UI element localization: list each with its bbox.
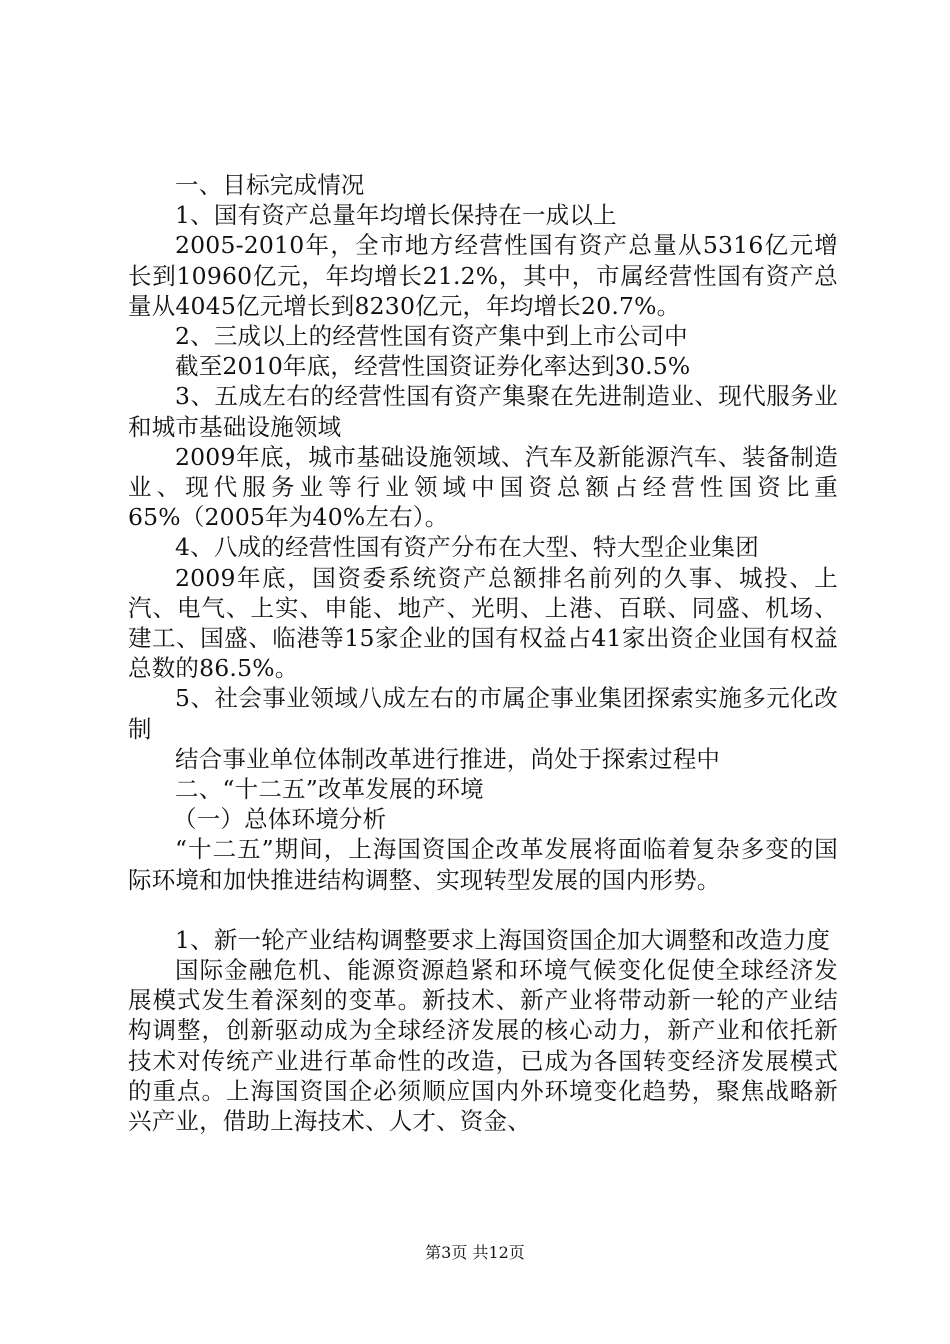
document-body (128, 170, 838, 1136)
subheading-4: 4、八成的经营性国有资产分布在大型、特大型企业集团 (175, 533, 759, 562)
subsection-heading: （一）总体环境分析 (173, 805, 387, 834)
paragraph: 2005-2010年，全市地方经营性国有资产总量从5316亿元增长到10960亿元，年均增长21.2%，其中，市属经营性国有资产总量从4045亿元增长到8230亿元，年均增长20.7%。 (128, 231, 838, 320)
subheading-2: 2、三成以上的经营性国有资产集中到上市公司中 (175, 322, 688, 351)
blank-line (128, 895, 838, 925)
subheading-1: 1、国有资产总量年均增长保持在一成以上 (175, 201, 617, 230)
paragraph: 截至2010年底，经营性国资证券化率达到30.5% (175, 352, 691, 381)
paragraph: 2009年底，城市基础设施领域、汽车及新能源汽车、装备制造业、现代服务业等行业领域中国资总额占经营性国资比重65%（2005年为40%左右）。 (128, 442, 838, 532)
section-heading-environment: 二、“十二五”改革发展的环境 (175, 775, 484, 804)
page-footer: 第3页 共12页 (425, 1243, 525, 1262)
subheading-3: 3、五成左右的经营性国有资产集聚在先进制造业、现代服务业和城市基础设施领域 (128, 382, 838, 441)
paragraph: 国际金融危机、能源资源趋紧和环境气候变化促使全球经济发展模式发生着深刻的变革。新技术、新产业将带动新一轮的产业结构调整，创新驱动成为全球经济发展的核心动力，新产业和依托新技术对传统产业进行革命性的改造，已成为各国转变经济发展模式的重点。上海国资国企必须顺应国内外环境变化趋势，聚焦战略新兴产业，借助上海技术、人才、资金、 (128, 956, 838, 1136)
subheading-env-1: 1、新一轮产业结构调整要求上海国资国企加大调整和改造力度 (175, 925, 831, 954)
paragraph: 结合事业单位体制改革进行推进，尚处于探索过程中 (175, 744, 721, 773)
paragraph: 2009年底，国资委系统资产总额排名前列的久事、城投、上汽、电气、上实、申能、地产、光明、上港、百联、同盛、机场、建工、国盛、临港等15家企业的国有权益占41家出资企业国有权益总数的86.5%。 (128, 563, 838, 683)
section-heading-goals: 一、目标完成情况 (175, 171, 365, 199)
paragraph: “十二五”期间，上海国资国企改革发展将面临着复杂多变的国际环境和加快推进结构调整、实现转型发展的国内形势。 (128, 835, 838, 894)
subheading-5: 5、社会事业领域八成左右的市属企事业集团探索实施多元化改制 (128, 684, 838, 743)
